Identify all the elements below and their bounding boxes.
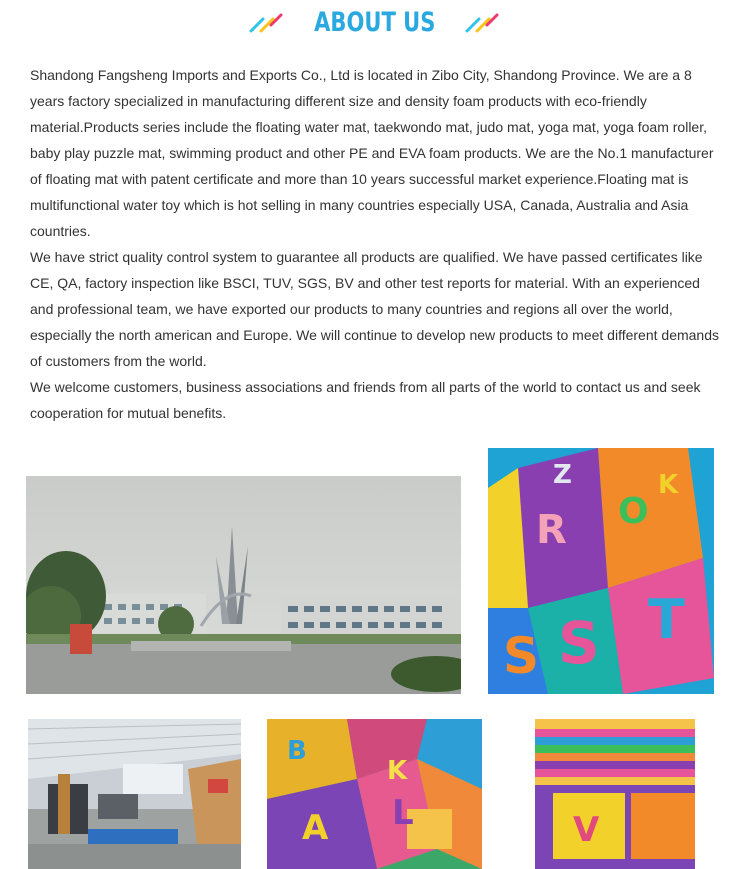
puzzle-letter: A [302, 808, 329, 848]
decorative-stripes-icon [463, 9, 503, 35]
page-header [0, 0, 750, 44]
puzzle-letter: Z [553, 460, 572, 490]
puzzle-pile-photo [267, 719, 482, 869]
puzzle-letter: K [387, 756, 408, 786]
about-paragraph: We welcome customers, business associations and friends from all parts of the world to contact us and seek cooperation for mutual benefits. [30, 379, 701, 421]
puzzle-letter: L [392, 793, 414, 833]
puzzle-letter: R [536, 507, 567, 553]
about-paragraph: Shandong Fangsheng Imports and Exports Co., Ltd is located in Zibo City, Shandong Province. We are a 8 years factory specialized in manufacturing different size and density foam products with eco-friendly material.Products series include the floating water mat, taekwondo mat, judo mat, yoga mat, yoga foam roller, baby play puzzle mat, swimming product and other PE and EVA foam products. We are the No.1 manufacturer of floating mat with patent certificate and more than 10 years successful market experience.Floating mat is multifunctional water toy which is hot selling in many countries especially USA, Canada, Australia and Asia countries. [30, 67, 714, 239]
puzzle-letter: S [503, 627, 540, 685]
puzzle-letters-photo [488, 448, 714, 694]
puzzle-letter: S [558, 609, 600, 677]
puzzle-letter: T [648, 588, 685, 651]
puzzle-letter: B [287, 736, 307, 766]
puzzle-letter: K [658, 470, 679, 500]
puzzle-letter: O [618, 491, 649, 532]
factory-interior-photo [28, 719, 241, 869]
factory-exterior-photo [26, 476, 461, 694]
about-paragraph: We have strict quality control system to guarantee all products are qualified. We have passed certificates like CE, QA, factory inspection like BSCI, TUV, SGS, BV and other test reports for material. With an experienced and professional team, we have exported our products to many countries and regions all over the world, especially the north american and Europe. We will continue to develop new products to meet different demands of customers from the world. [30, 249, 719, 369]
about-text [30, 62, 725, 426]
page-title: ABOUT US [314, 6, 436, 38]
decorative-stripes-icon [247, 9, 287, 35]
puzzle-stack-photo [535, 719, 695, 869]
puzzle-letter: V [573, 810, 600, 850]
